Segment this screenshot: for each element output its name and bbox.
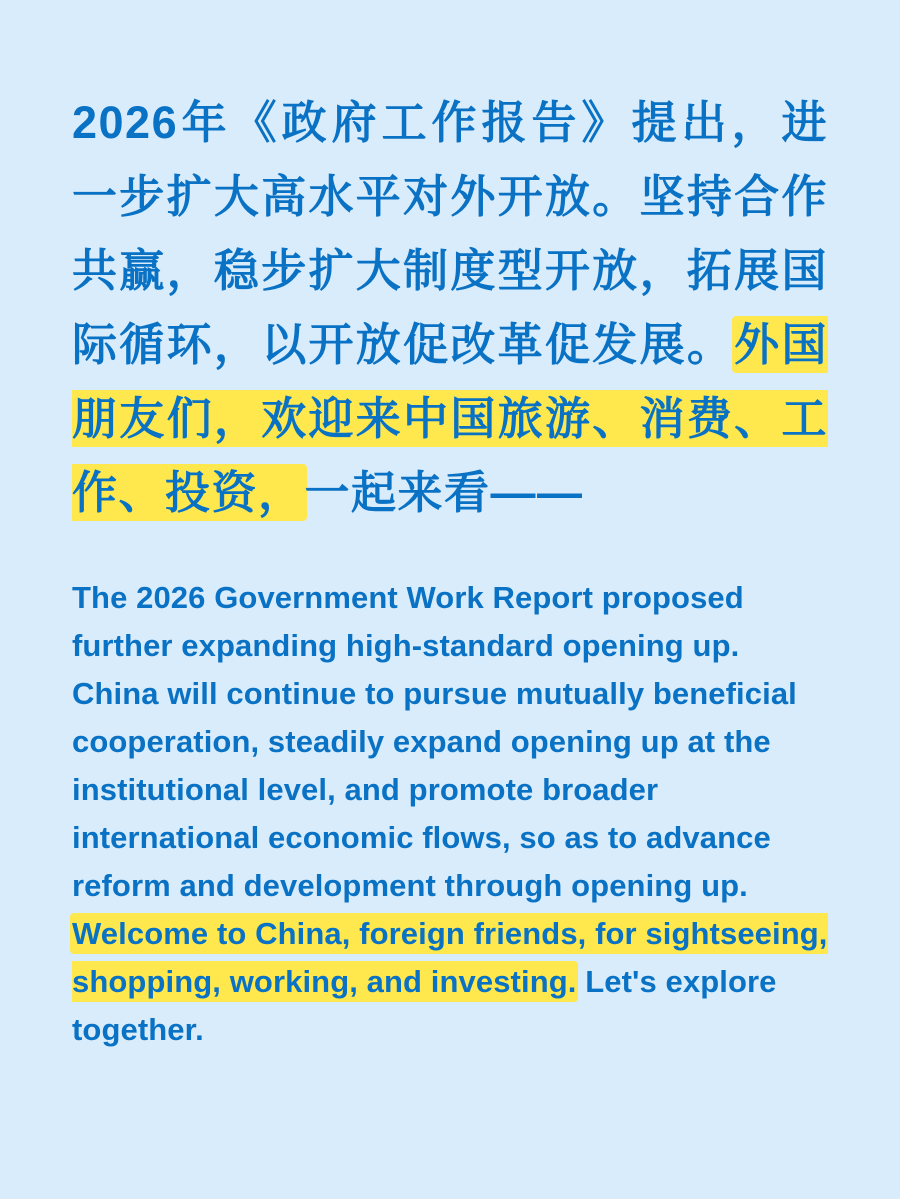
chinese-paragraph [72,86,828,530]
english-text-part1: The 2026 Government Work Report proposed further expanding high-standard opening up. China will continue to pursue mutually beneficial cooperation, steadily expand opening up at the institutional level, and promote broader international economic flows, so as to advance reform and development through opening up. [72,580,797,903]
chinese-text-part2: 一起来看—— [304,467,584,518]
english-highlighted-text: Welcome to China, foreign friends, for sightseeing, shopping, working, and investing. [72,916,828,999]
english-paragraph [72,574,828,1054]
chinese-highlighted-text: 外国朋友们，欢迎来中国旅游、消费、工作、投资， [72,319,828,518]
chinese-text-part1: 2026年《政府工作报告》提出，进一步扩大高水平对外开放。坚持合作共赢，稳步扩大制度型开放，拓展国际循环，以开放促改革促发展。 [72,97,828,370]
english-text-part2: Let's explore together. [72,964,777,1047]
